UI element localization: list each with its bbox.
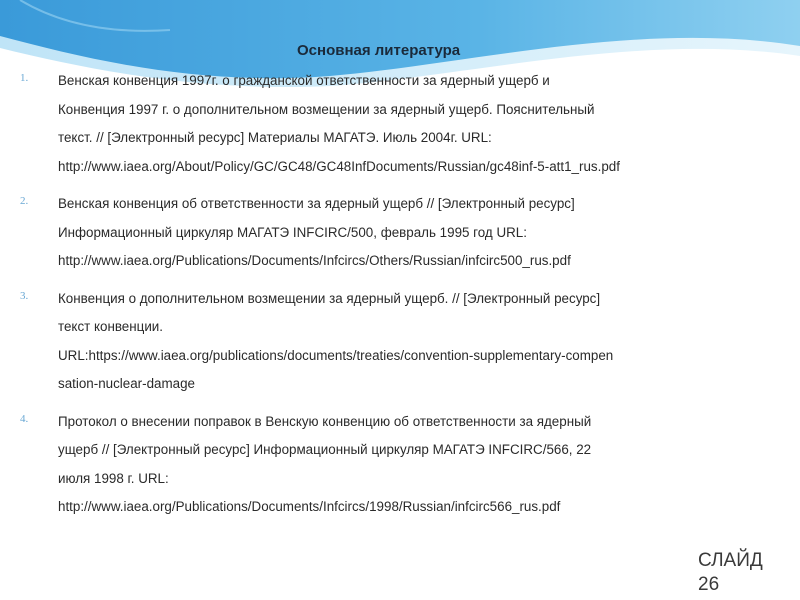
reference-link[interactable]: http://www.iaea.org/Publications/Documents/Infcircs/1998/Russian/infcirc566_rus.pdf bbox=[58, 499, 561, 514]
slide-number-label bbox=[698, 549, 763, 597]
slide-number: 26 bbox=[698, 574, 720, 595]
reference-line: текст. // [Электронный ресурс] Материалы МАГАТЭ. Июль 2004г. URL: bbox=[58, 130, 492, 145]
reference-link[interactable]: http://www.iaea.org/About/Policy/GC/GC48/GC48InfDocuments/Russian/gc48inf-5-att1_rus.pdf bbox=[58, 158, 620, 174]
reference-line: Венская конвенция 1997г. о гражданской ответственности за ядерный ущерб и bbox=[58, 73, 550, 88]
slide-word: СЛАЙД bbox=[698, 550, 763, 571]
reference-line: Протокол о внесении поправок в Венскую конвенцию об ответственности за ядерный bbox=[58, 413, 592, 429]
reference-text bbox=[58, 190, 728, 276]
page-title: Основная литература bbox=[297, 42, 461, 59]
reference-link[interactable]: sation-nuclear-damage bbox=[58, 376, 195, 391]
reference-line: Конвенция 1997 г. о дополнительном возмещении за ядерный ущерб. Пояснительный bbox=[58, 101, 595, 117]
reference-list bbox=[0, 67, 800, 531]
reference-number: 2. bbox=[20, 195, 29, 207]
reference-line: июля 1998 г. URL: bbox=[58, 470, 169, 486]
reference-link[interactable]: URL:https://www.iaea.org/publications/documents/treaties/convention-supplementary-compen bbox=[58, 347, 614, 363]
reference-number: 4. bbox=[20, 412, 29, 425]
reference-line: текст конвенции. bbox=[58, 319, 163, 334]
reference-item bbox=[0, 285, 800, 399]
reference-line: Венская конвенция об ответственности за ядерный ущерб // [Электронный ресурс] bbox=[58, 196, 575, 211]
reference-line: Конвенция о дополнительном возмещении за ядерный ущерб. // [Электронный ресурс] bbox=[58, 290, 601, 306]
reference-number: 1. bbox=[20, 72, 29, 84]
reference-item bbox=[0, 408, 800, 522]
reference-number: 3. bbox=[20, 289, 29, 302]
reference-item bbox=[0, 190, 800, 276]
reference-text bbox=[58, 285, 728, 399]
reference-line: ущерб // [Электронный ресурс] Информационный циркуляр МАГАТЭ INFCIRC/566, 22 bbox=[58, 442, 592, 457]
reference-link[interactable]: http://www.iaea.org/Publications/Documents/Infcircs/Others/Russian/infcirc500_rus.pdf bbox=[58, 253, 571, 268]
reference-text bbox=[58, 408, 728, 522]
reference-text bbox=[58, 67, 728, 181]
reference-line: Информационный циркуляр МАГАТЭ INFCIRC/500, февраль 1995 год URL: bbox=[58, 224, 527, 240]
reference-item bbox=[0, 67, 800, 181]
